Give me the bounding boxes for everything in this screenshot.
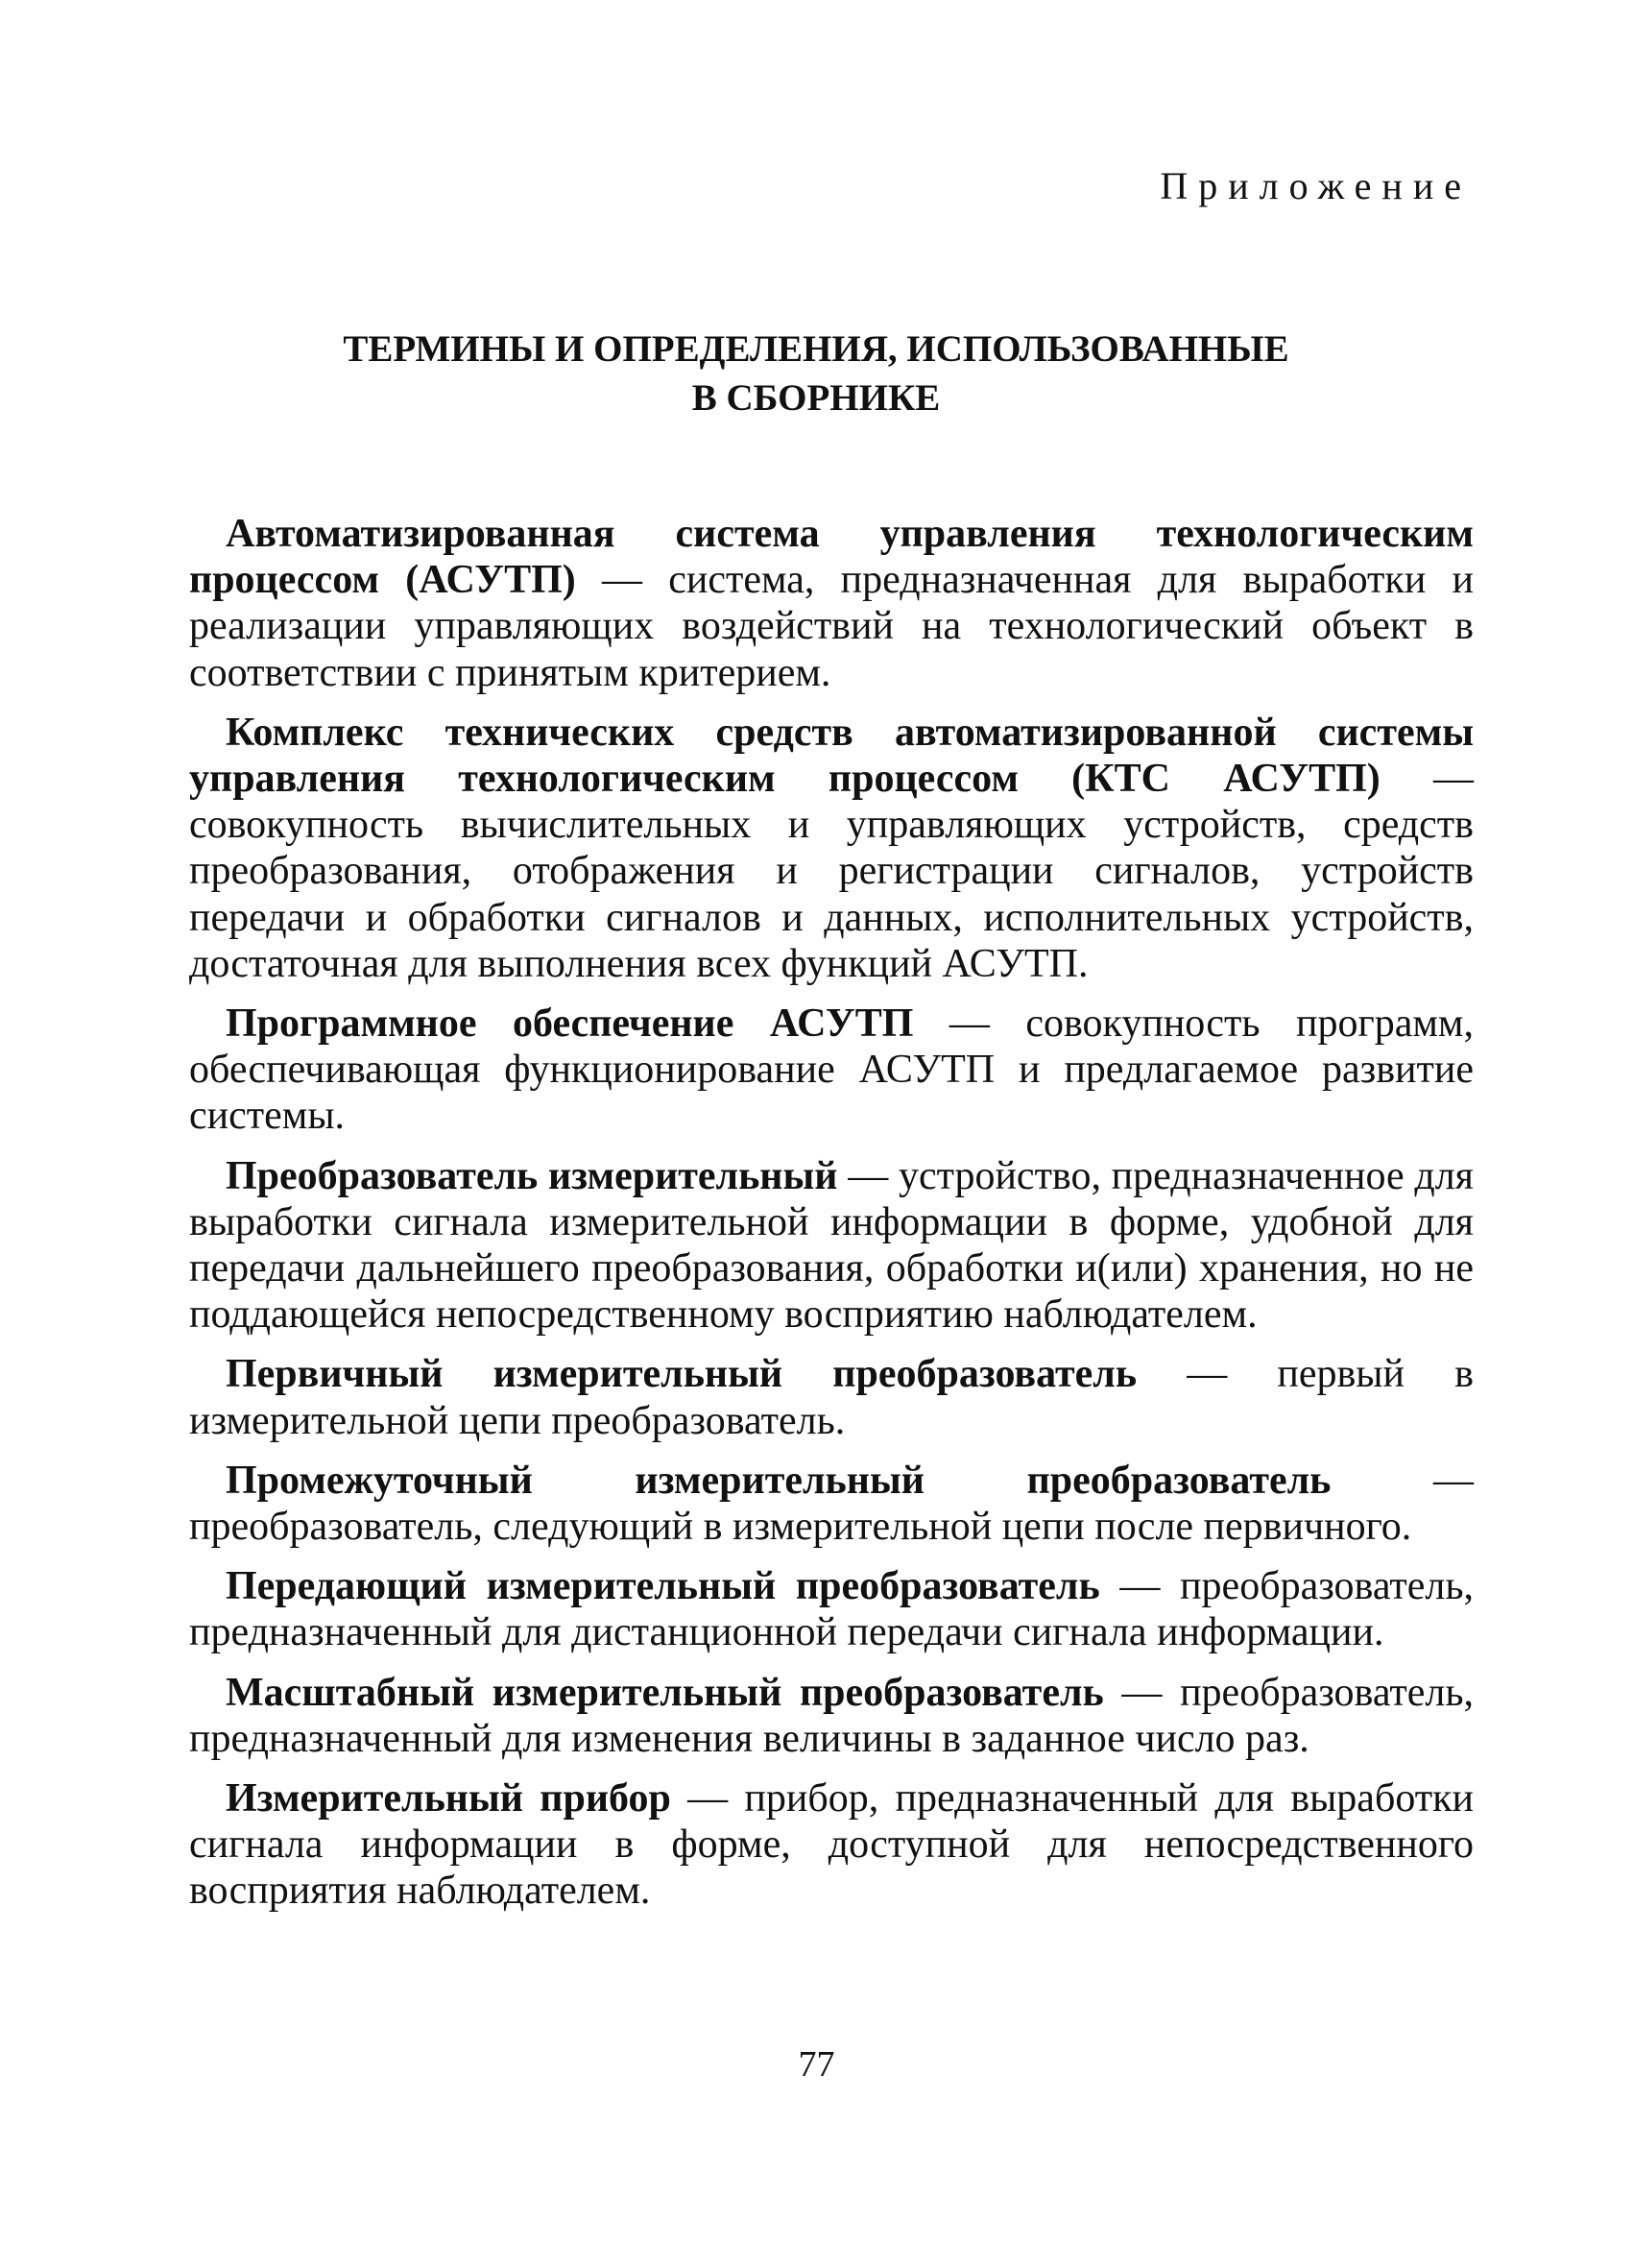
term: Комплекс технических средств автоматизированной системы управления технологическим процессом (КТС АСУТП) [189, 710, 1474, 802]
definition: — преобразователь, следующий в измерительной цепи после первичного. [189, 1458, 1475, 1550]
definition-entry-asutp [189, 511, 1474, 696]
definition: — совокупность программ, обеспечивающая функционирование АСУТП и предлагаемое развитие системы. [189, 1001, 1474, 1139]
term: Передающий измерительный преобразователь [226, 1564, 1100, 1609]
definition-entry-converter [189, 1153, 1474, 1339]
page-title [192, 325, 1440, 422]
term: Преобразователь измерительный [226, 1153, 838, 1198]
term: Автоматизированная система управления технологическим процессом (АСУТП) [189, 512, 1474, 603]
page-number: 77 [798, 2044, 835, 2085]
term: Масштабный измерительный преобразователь [226, 1670, 1104, 1715]
definition: — устройство, предназначенное для выработки сигнала измерительной информации в форме, удобной для передачи дальнейшего преобразования, обработки и(или) хранения, но не поддающейся непосредственному восприятию наблюдателем. [189, 1153, 1474, 1338]
definition-entry-kts-asutp [189, 710, 1474, 987]
definition: — прибор, предназначенный для выработки сигнала информации в форме, доступной для непосредственного восприятия наблюдателем. [189, 1776, 1474, 1914]
definition-entry-intermediate-converter [189, 1458, 1474, 1550]
term: Программное обеспечение АСУТП [226, 1001, 914, 1047]
term: Измерительный прибор [226, 1776, 671, 1822]
term: Промежуточный измерительный преобразователь [226, 1458, 1332, 1503]
definition-entry-primary-converter [189, 1351, 1474, 1443]
definition-entry-scaling-converter [189, 1670, 1474, 1762]
term: Первичный измерительный преобразователь [226, 1352, 1138, 1397]
definition: — преобразователь, предназначенный для изменения величины в заданное число раз. [189, 1670, 1474, 1761]
definition-entry-transmitting-converter [189, 1563, 1474, 1655]
definition-entry-software [189, 1001, 1474, 1140]
definition-entry-measuring-instrument [189, 1775, 1474, 1915]
definition: — система, предназначенная для выработки и реализации управляющих воздействий на технологический объект в соответствии с принятым критерием. [189, 558, 1475, 695]
title-line-1: ТЕРМИНЫ И ОПРЕДЕЛЕНИЯ, ИСПОЛЬЗОВАННЫЕ [343, 328, 1289, 370]
definition: — преобразователь, предназначенный для дистанционной передачи сигнала информации. [189, 1564, 1474, 1655]
definition: — первый в измерительной цепи преобразователь. [189, 1352, 1474, 1443]
appendix-label: Приложение [1160, 164, 1472, 207]
definition: — совокупность вычислительных и управляющих устройств, средств преобразования, отображения и регистрации сигналов, устройств передачи и обработки сигналов и данных, исполнительных устройств, достаточная для выполнения всех функций АСУТП. [189, 757, 1475, 986]
title-line-2: В СБОРНИКЕ [691, 377, 941, 419]
definitions-list [189, 511, 1474, 1928]
